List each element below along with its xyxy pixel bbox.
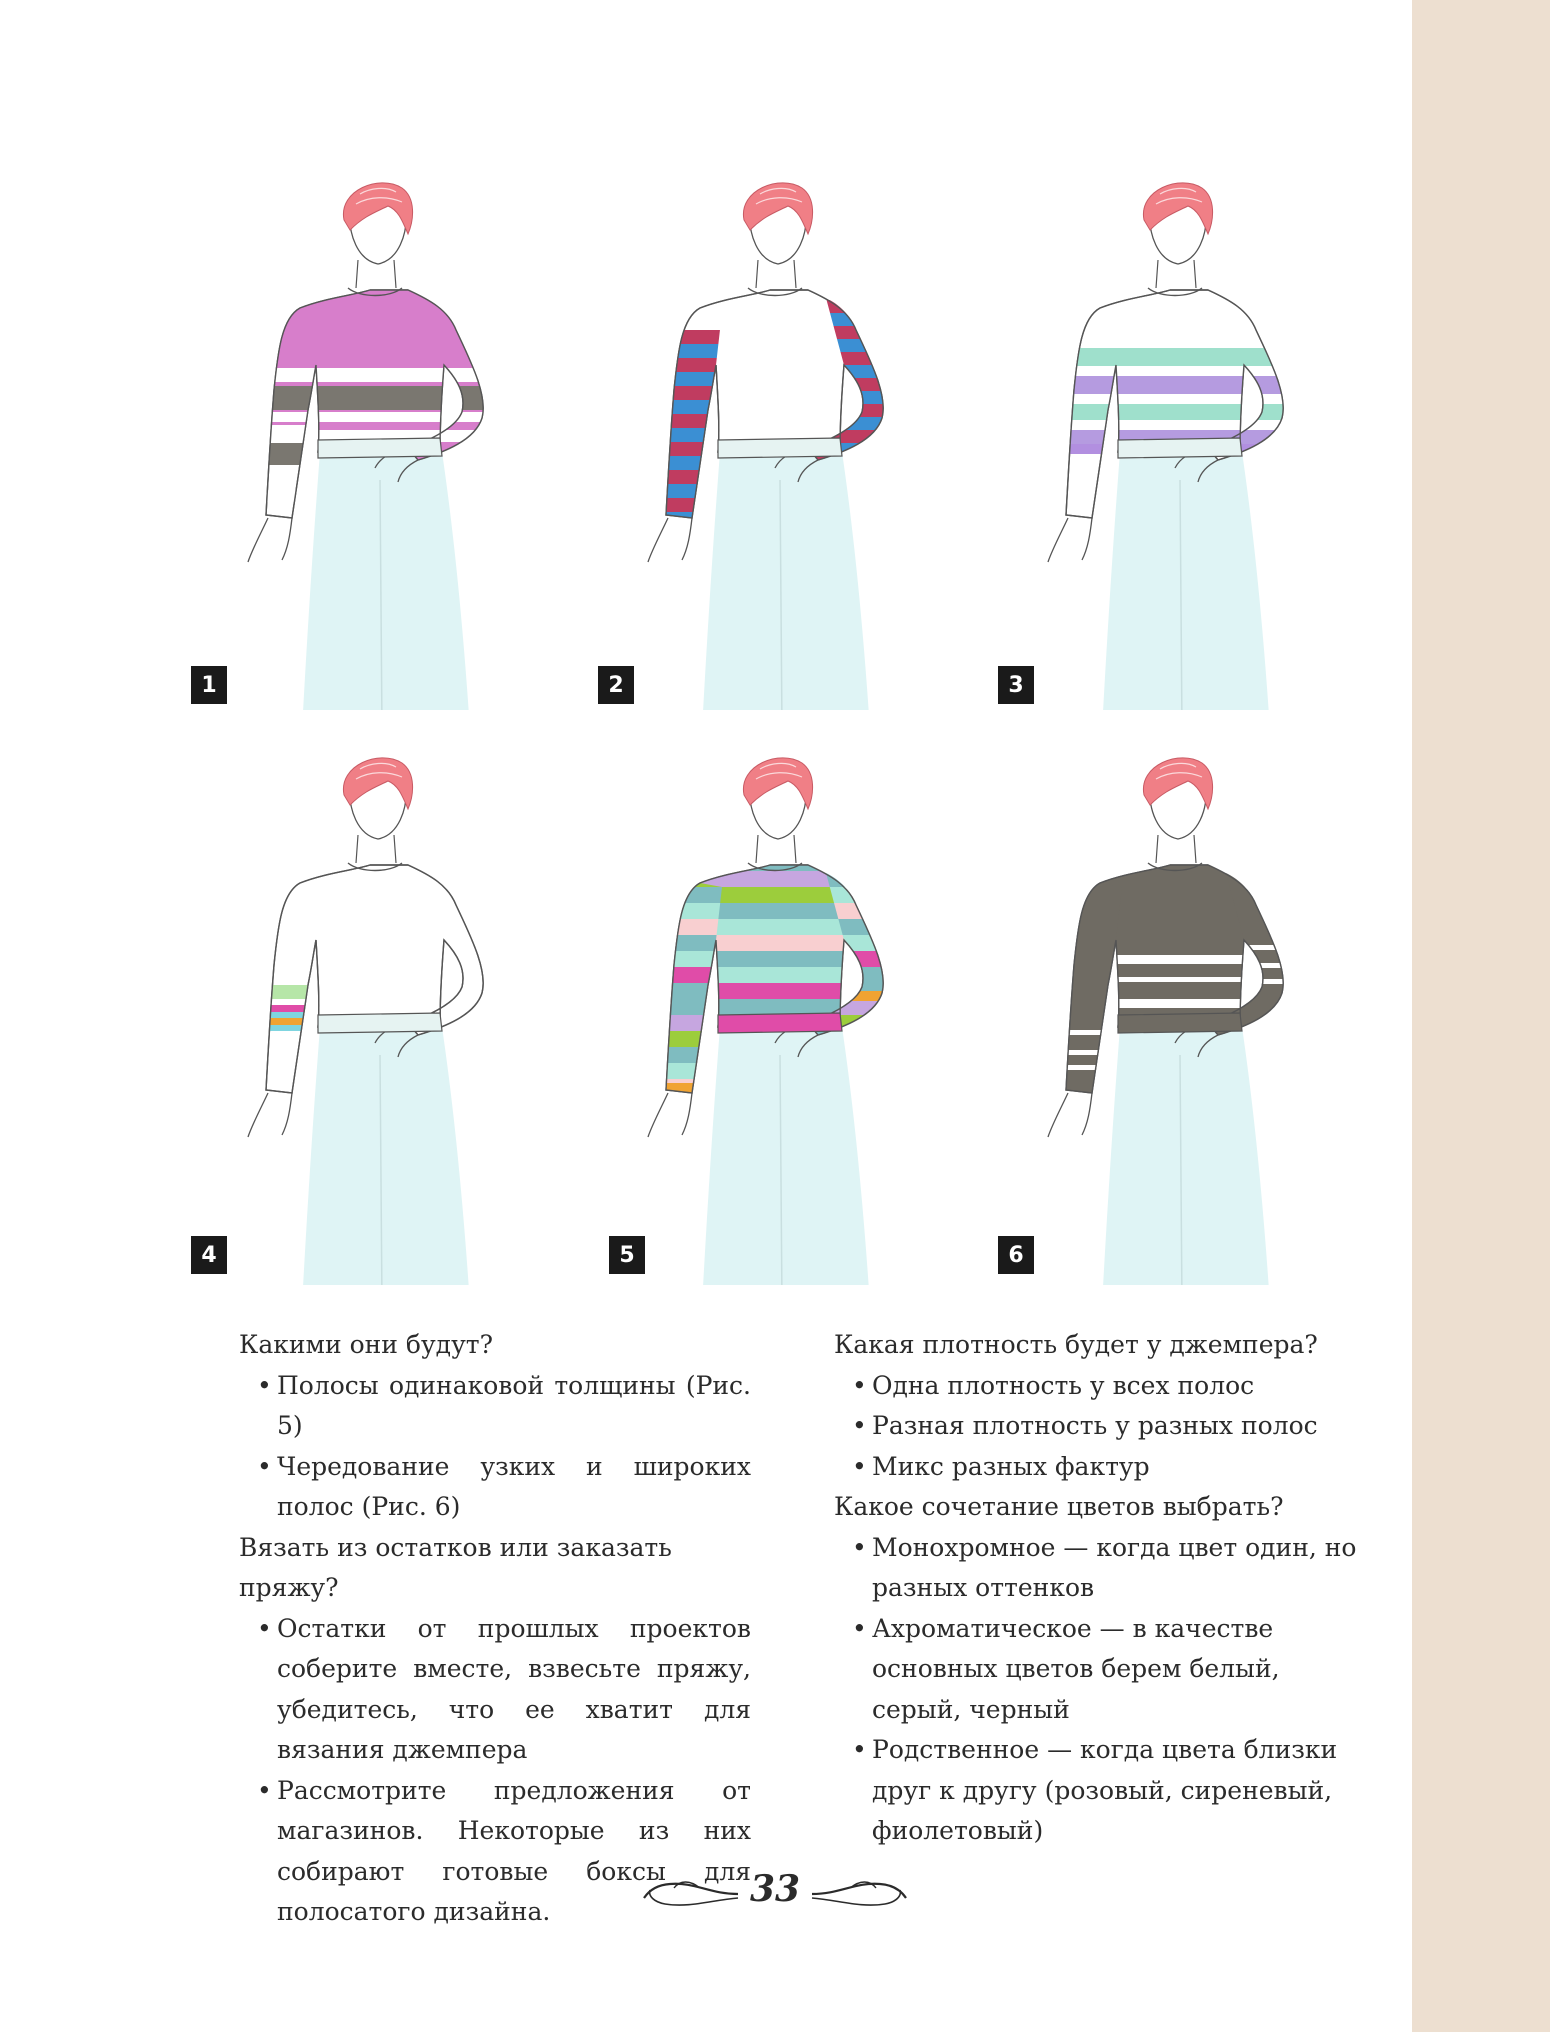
list-item: • Микс разных фактур [872,1447,1364,1488]
figure-number-2: 2 [598,666,634,704]
figure-1 [190,170,550,710]
figure-number-1: 1 [191,666,227,704]
figure-number-4: 4 [191,1236,227,1274]
figure-4 [190,745,550,1285]
list-item: • Рассмотрите предложения от магазинов. Некоторые из них собирают готовые боксы для полосатого дизайна. [277,1771,751,1933]
list-item: • Ахроматическое — в качестве основных цветов берем белый, серый, черный [872,1609,1364,1731]
sweater-sketch-5 [590,745,950,1285]
figure-3 [990,170,1350,710]
figure-number-6: 6 [998,1236,1034,1274]
figure-6 [990,745,1350,1285]
question-gauge: Какая плотность будет у джемпера? [834,1330,1318,1359]
side-strip [1412,0,1550,2032]
list-item: • Полосы одинаковой толщины (Рис. 5) [277,1366,751,1447]
sweater-sketch-3 [990,170,1350,710]
list-item: • Одна плотность у всех полос [872,1366,1364,1407]
flourish-right-icon [810,1874,910,1914]
figure-2 [590,170,950,710]
list-item: • Разная плотность у разных полос [872,1406,1364,1447]
right-text-column [834,1325,1364,1852]
figure-number-5: 5 [609,1236,645,1274]
stripe-type-list [239,1366,751,1528]
page-number: 33 [749,1868,801,1910]
sweater-sketch-4 [190,745,550,1285]
left-text-column [239,1325,751,1933]
question-stripe-type: Какими они будут? [239,1330,494,1359]
figure-number-3: 3 [998,666,1034,704]
sweater-sketch-6 [990,745,1350,1285]
gauge-list [834,1366,1364,1488]
list-item: • Родственное — когда цвета близки друг к другу (розовый, сиреневый, фиолетовый) [872,1730,1364,1852]
figure-5 [590,745,950,1285]
flourish-left-icon [640,1874,740,1914]
list-item: • Чередование узких и широких полос (Рис. 6) [277,1447,751,1528]
list-item: • Остатки от прошлых проектов соберите вместе, взвесьте пряжу, убедитесь, что ее хватит для вязания джемпера [277,1609,751,1771]
question-color-scheme: Какое сочетание цветов выбрать? [834,1492,1284,1521]
color-scheme-list [834,1528,1364,1852]
sweater-sketch-1 [190,170,550,710]
list-item: • Монохромное — когда цвет один, но разных оттенков [872,1528,1364,1609]
sweater-sketch-2 [590,170,950,710]
question-yarn-source: Вязать из остатков или заказать пряжу? [239,1532,672,1602]
